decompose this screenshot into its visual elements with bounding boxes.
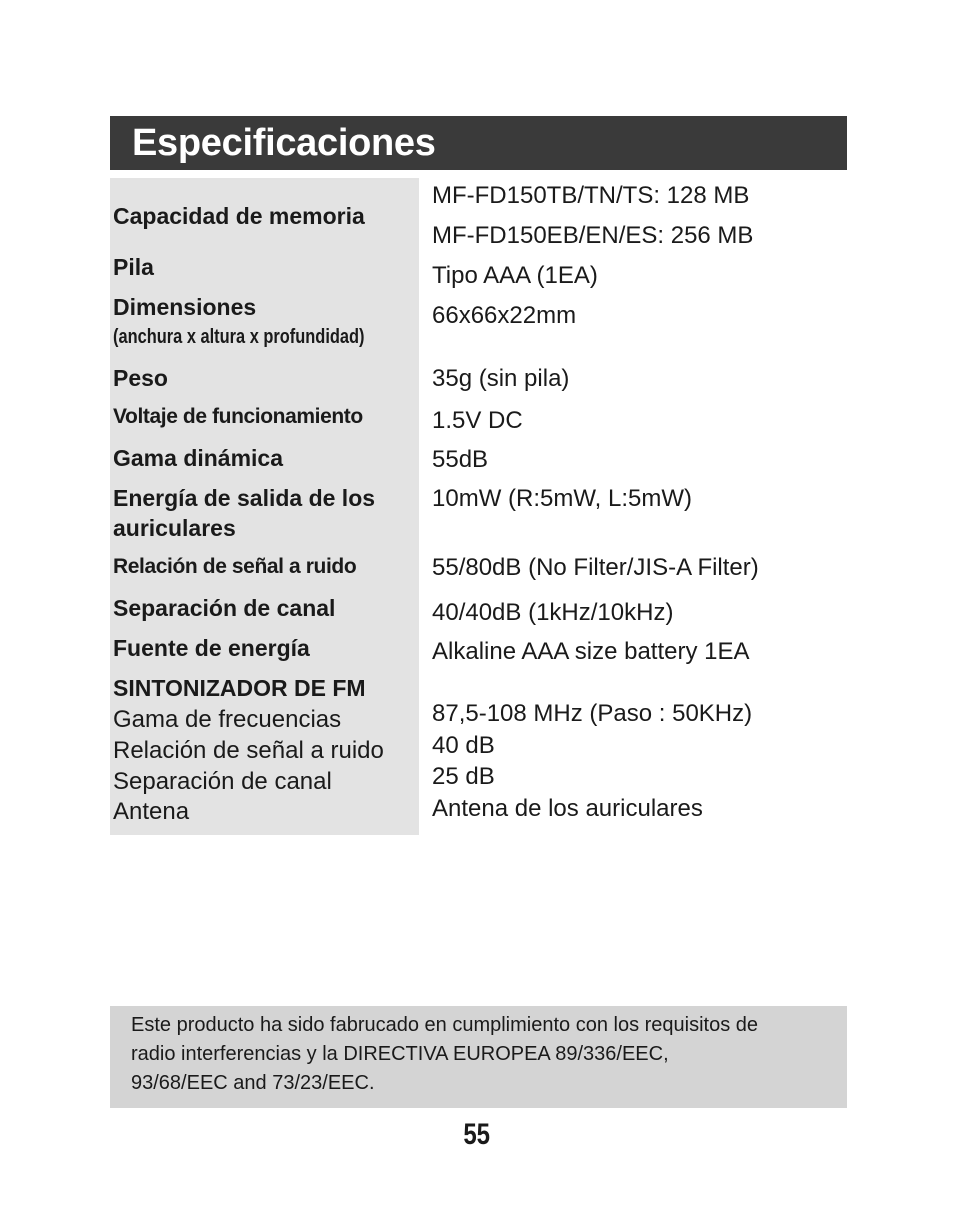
page-title: Especificaciones bbox=[132, 122, 436, 164]
spec-value-fm-antenna: Antena de los auriculares bbox=[432, 795, 703, 822]
spec-label-output-power-line2: auriculares bbox=[113, 515, 236, 541]
spec-value-snr: 55/80dB (No Filter/JIS-A Filter) bbox=[432, 554, 759, 581]
spec-value-dynamic-range: 55dB bbox=[432, 446, 489, 473]
spec-label-fm-snr: Relación de señal a ruido bbox=[113, 737, 384, 764]
spec-label-fm-frequency-range: Gama de frecuencias bbox=[113, 706, 342, 733]
spec-value-capacity-128: MF-FD150TB/TN/TS: 128 MB bbox=[432, 182, 750, 209]
spec-label-weight: Peso bbox=[113, 365, 168, 391]
spec-value-battery: Tipo AAA (1EA) bbox=[432, 262, 598, 289]
spec-value-fm-snr: 40 dB bbox=[432, 732, 495, 759]
spec-label-battery: Pila bbox=[113, 254, 154, 280]
compliance-note-line-1: Este producto ha sido fabrucado en cumplimiento con los requisitos de bbox=[131, 1014, 759, 1036]
spec-label-voltage: Voltaje de funcionamiento bbox=[113, 405, 363, 428]
spec-label-dynamic-range: Gama dinámica bbox=[113, 445, 284, 471]
spec-value-output-power: 10mW (R:5mW, L:5mW) bbox=[432, 485, 693, 512]
spec-value-fm-channel-separation: 25 dB bbox=[432, 763, 495, 790]
spec-label-channel-separation: Separación de canal bbox=[113, 595, 336, 621]
spec-value-weight: 35g (sin pila) bbox=[432, 365, 570, 392]
spec-value-channel-separation: 40/40dB (1kHz/10kHz) bbox=[432, 599, 674, 626]
spec-value-dimensions: 66x66x22mm bbox=[432, 302, 577, 329]
spec-value-fm-frequency-range: 87,5-108 MHz (Paso : 50KHz) bbox=[432, 700, 753, 727]
spec-label-output-power-line1: Energía de salida de los bbox=[113, 485, 376, 511]
compliance-note-line-2: radio interferencias y la DIRECTIVA EUROPEA 89/336/EEC, bbox=[131, 1043, 669, 1065]
spec-label-fm-antenna: Antena bbox=[113, 798, 190, 825]
section-title-bar bbox=[110, 116, 847, 170]
spec-label-fm-channel-separation: Separación de canal bbox=[113, 768, 332, 795]
spec-label-snr: Relación de señal a ruido bbox=[113, 555, 357, 578]
page-number bbox=[0, 1118, 954, 1152]
spec-sublabel-dimensions: (anchura x altura x profundidad) bbox=[113, 326, 365, 348]
spec-label-dimensions: Dimensiones bbox=[113, 294, 257, 320]
spec-heading-fm-tuner: SINTONIZADOR DE FM bbox=[113, 675, 366, 701]
spec-value-power-source: Alkaline AAA size battery 1EA bbox=[432, 638, 750, 665]
spec-value-capacity-256: MF-FD150EB/EN/ES: 256 MB bbox=[432, 222, 754, 249]
spec-label-capacity: Capacidad de memoria bbox=[113, 203, 365, 229]
compliance-note-line-3: 93/68/EEC and 73/23/EEC. bbox=[131, 1072, 375, 1094]
spec-value-voltage: 1.5V DC bbox=[432, 407, 523, 434]
spec-label-power-source: Fuente de energía bbox=[113, 635, 310, 661]
page-number-text: 55 bbox=[463, 1118, 491, 1151]
